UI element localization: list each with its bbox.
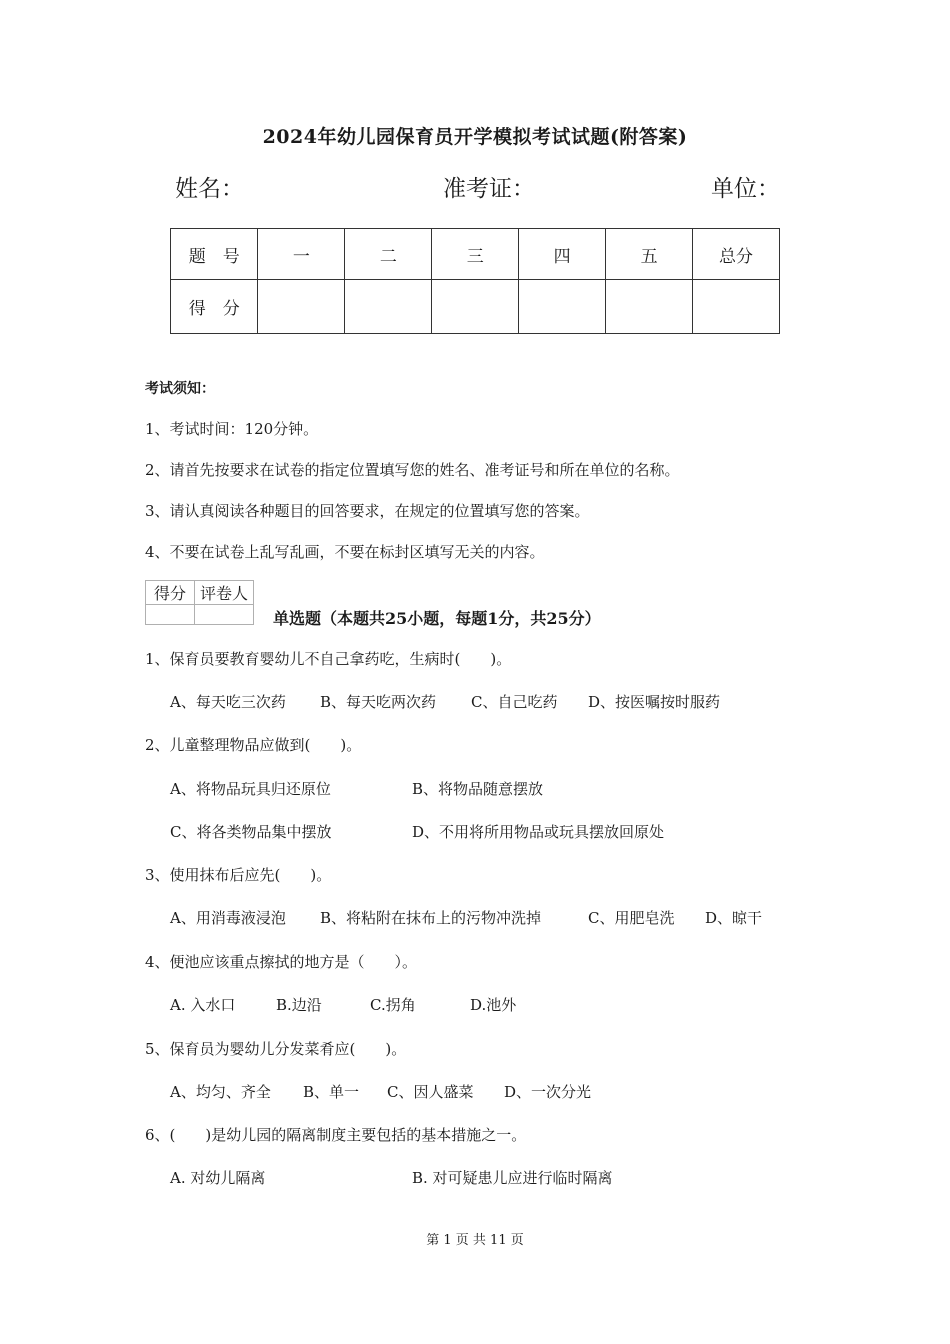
question-stem: 3、使用抹布后应先( )。 [145, 866, 332, 884]
option-text: D、晾干 [705, 909, 763, 927]
option-text: C、将各类物品集中摆放 [170, 823, 332, 841]
question-stem: 4、便池应该重点擦拭的地方是（ ）。 [145, 953, 418, 971]
option-text: B. 对可疑患儿应进行临时隔离 [412, 1169, 613, 1187]
option-text: A、每天吃三次药 [170, 693, 286, 711]
score-table-score-row [171, 280, 780, 334]
name-label: 姓名： [175, 176, 244, 202]
score-table-cell: 得 分 [171, 280, 258, 334]
score-entry-cell[interactable] [258, 280, 345, 334]
option-text: C、用肥皂洗 [588, 909, 675, 927]
notice-item: 1、考试时间：120分钟。 [145, 420, 319, 438]
score-entry-cell[interactable] [606, 280, 693, 334]
option-text: D、不用将所用物品或玩具摆放回原处 [412, 823, 665, 841]
option-text: B.边沿 [276, 996, 322, 1014]
question-stem: 2、儿童整理物品应做到( )。 [145, 736, 362, 754]
score-table-cell: 总分 [693, 229, 780, 280]
question-stem: 5、保育员为婴幼儿分发菜肴应( )。 [145, 1040, 407, 1058]
score-table-cell: 一 [258, 229, 345, 280]
page-footer: 第 1 页 共 11 页 [426, 1233, 524, 1248]
question-stem: 6、( )是幼儿园的隔离制度主要包括的基本措施之一。 [145, 1126, 527, 1144]
option-text: D.池外 [470, 996, 517, 1014]
score-entry-cell[interactable] [345, 280, 432, 334]
notice-item: 2、请首先按要求在试卷的指定位置填写您的姓名、准考证号和所在单位的名称。 [145, 461, 680, 479]
score-table [170, 228, 780, 334]
option-text: C、因人盛菜 [387, 1083, 474, 1101]
option-text: B、单一 [303, 1083, 360, 1101]
notice-heading: 考试须知： [145, 381, 215, 397]
option-text: A. 对幼儿隔离 [170, 1169, 266, 1187]
grader-name-label: 评卷人 [195, 581, 254, 605]
option-text: B、每天吃两次药 [320, 693, 437, 711]
question-stem: 1、保育员要教育婴幼儿不自己拿药吃，生病时( )。 [145, 650, 512, 668]
score-entry-cell[interactable] [519, 280, 606, 334]
grader-score-label: 得分 [146, 581, 195, 605]
option-text: D、一次分光 [504, 1083, 592, 1101]
section-title: 单选题（本题共25小题，每题1分，共25分） [273, 609, 601, 628]
score-table-cell: 三 [432, 229, 519, 280]
grader-name-entry[interactable] [195, 605, 254, 625]
notice-item: 3、请认真阅读各种题目的回答要求，在规定的位置填写您的答案。 [145, 502, 590, 520]
score-table-header-row [171, 229, 780, 280]
score-table-cell: 五 [606, 229, 693, 280]
option-text: A、将物品玩具归还原位 [170, 780, 331, 798]
option-text: B、将物品随意摆放 [412, 780, 544, 798]
grader-score-entry[interactable] [146, 605, 195, 625]
option-text: A、用消毒液浸泡 [170, 909, 286, 927]
unit-label: 单位： [711, 176, 780, 202]
option-text: A. 入水口 [170, 996, 236, 1014]
score-entry-cell[interactable] [693, 280, 780, 334]
score-table-cell: 四 [519, 229, 606, 280]
grader-box [145, 580, 254, 625]
option-text: B、将粘附在抹布上的污物冲洗掉 [320, 909, 542, 927]
page-title: 2024年幼儿园保育员开学模拟考试试题(附答案) [262, 126, 688, 148]
notice-item: 4、不要在试卷上乱写乱画，不要在标封区填写无关的内容。 [145, 543, 545, 561]
score-table-cell: 二 [345, 229, 432, 280]
score-entry-cell[interactable] [432, 280, 519, 334]
option-text: C.拐角 [370, 996, 416, 1014]
score-table-cell: 题 号 [171, 229, 258, 280]
option-text: D、按医嘱按时服药 [588, 693, 721, 711]
option-text: A、均匀、齐全 [170, 1083, 271, 1101]
option-text: C、自己吃药 [471, 693, 558, 711]
exam-number-label: 准考证： [443, 176, 535, 202]
